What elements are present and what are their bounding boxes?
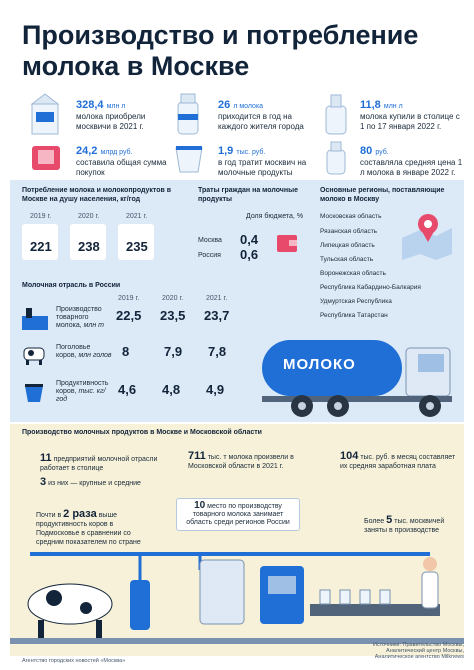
truck-label: МОЛОКО: [283, 356, 356, 373]
yogurt-icon: [172, 142, 206, 174]
region-item: Республика Татарстан: [320, 312, 388, 319]
callout-text: предприятий молочной отрасли работает в столице: [40, 456, 158, 472]
year-label: 2019 г.: [30, 213, 52, 220]
industry-value: 4,6: [118, 382, 137, 397]
industry-row-label: [56, 306, 112, 330]
callout-unit: тыс. руб.: [360, 454, 390, 461]
stat-text: составила общая сумма покупок: [76, 158, 167, 177]
stat-unit: млн л: [106, 103, 126, 110]
stat-text: приходится в год на каждого жителя города: [218, 112, 304, 131]
stat-text: составляла средняя цена 1 л молока в январе 2022 г.: [360, 158, 463, 177]
callout-value: 11: [40, 452, 52, 464]
row-unit: тыс. кг/год: [56, 388, 106, 403]
price-bottle-icon: [322, 140, 350, 176]
source-line: Аналитическое агентство Milknews: [374, 654, 464, 660]
stat-total-sum: [76, 146, 168, 178]
stat-unit: млрд руб.: [100, 149, 133, 156]
callout-value: 2 раза: [63, 508, 97, 520]
source-line: Источники: Правительство Москвы,: [372, 642, 464, 648]
callout-pre: Почти в: [36, 512, 62, 519]
production-title: Производство молочных продуктов в Москве и Московской области: [22, 429, 262, 436]
stat-purchases-volume: [76, 100, 168, 132]
row-unit: млн голов: [78, 352, 112, 359]
industry-title: Молочная отрасль в России: [22, 282, 121, 289]
map-pin-icon: [396, 208, 458, 264]
callout-value: 711: [188, 450, 206, 462]
industry-value: 22,5: [116, 308, 142, 323]
spending-header: Доля бюджета, %: [246, 213, 304, 220]
milk-carton-icon: [26, 92, 64, 136]
stat-unit: тыс. руб.: [236, 149, 266, 156]
region-item: Республика Кабардино-Балкария: [320, 284, 421, 291]
callout-rank: [176, 498, 300, 531]
stat-value: 80: [360, 145, 373, 157]
stat-avg-price: [360, 146, 464, 178]
milk-truck-icon: [258, 330, 460, 420]
wallet-icon: [276, 232, 300, 254]
callout-employees: [364, 516, 460, 535]
callout-unit: тыс.: [394, 518, 408, 525]
stat-text: молока приобрели москвичи в 2021 г.: [76, 112, 146, 131]
industry-value: 7,9: [164, 344, 183, 359]
callout-text: выше продуктивность коров в Подмосковье в сравнении со средним показателем по стране: [36, 512, 141, 546]
industry-value: 23,7: [204, 308, 230, 323]
callout-salary: [340, 452, 460, 471]
footer-agency: Агентство городских новостей «Москва»: [22, 658, 126, 664]
industry-value: 4,9: [206, 382, 225, 397]
spending-value: 0,4: [240, 232, 259, 247]
callout-value: 104: [340, 450, 359, 462]
callout-pre: Более: [364, 518, 385, 525]
industry-value: 8: [122, 344, 130, 359]
spending-label: Москва: [198, 237, 222, 244]
spending-title: Траты граждан на молочные продукты: [198, 187, 298, 203]
row-label: Поголовье коров,: [56, 344, 91, 359]
callout-value: 3: [40, 476, 47, 488]
year-label: 2020 г.: [162, 295, 184, 302]
industry-row-label: [56, 344, 112, 360]
industry-value: 4,8: [162, 382, 181, 397]
bucket-icon: [22, 380, 46, 404]
wallet-icon: [30, 142, 64, 174]
region-item: Воронежская область: [320, 270, 386, 277]
footer-source: [330, 642, 464, 660]
region-item: Рязанская область: [320, 228, 378, 235]
consumption-value: 238: [78, 239, 100, 254]
factory-icon: [20, 306, 50, 332]
stat-value: 26: [218, 99, 231, 111]
callout-value: 5: [386, 514, 393, 526]
region-item: Липецкая область: [320, 242, 375, 249]
dairy-factory-illustration: [10, 540, 464, 644]
row-label: Производство товарного молока,: [56, 306, 102, 329]
stat-unit: руб.: [375, 149, 389, 156]
stat-unit: млн л: [383, 103, 403, 110]
stat-value: 24,2: [76, 145, 98, 157]
region-item: Московская область: [320, 213, 382, 220]
regions-title: Основные регионы, поставляющие молоко в Москву: [320, 187, 445, 203]
callout-enterprises: [40, 454, 158, 473]
year-label: 2021 г.: [206, 295, 228, 302]
callout-text: в месяц составляет их средняя заработная плата: [340, 454, 456, 470]
callout-large: [40, 478, 158, 488]
stat-per-capita: [218, 100, 314, 132]
consumption-value: 235: [126, 239, 148, 254]
industry-value: 7,8: [208, 344, 227, 359]
cow-icon: [20, 344, 50, 366]
stat-text: в год тратит москвич на молочные продукты: [218, 158, 307, 177]
region-item: Тульская область: [320, 256, 374, 263]
callout-value: 10: [194, 500, 206, 511]
callout-unit: тыс. т: [207, 454, 227, 461]
stat-value: 328,4: [76, 99, 104, 111]
spending-label: Россия: [198, 252, 221, 259]
callout-text: из них — крупные и средние: [48, 480, 141, 487]
stat-value: 11,8: [360, 99, 381, 111]
row-label: Продуктивность коров,: [56, 380, 109, 395]
stat-yearly-spending: [218, 146, 314, 178]
source-line: Аналитический центр Москвы,: [386, 648, 464, 654]
callout-produced: [188, 452, 298, 471]
callout-text: место по производству товарного молока занимает область среди регионов России: [186, 503, 290, 526]
consumption-value: 221: [30, 239, 52, 254]
stat-january-volume: [360, 100, 464, 132]
region-item: Удмуртская Республика: [320, 298, 392, 305]
consumption-title: Потребление молока и молокопродуктов в Москве на душу населения, кг/год: [22, 187, 172, 203]
milk-bottle-icon: [322, 92, 350, 136]
year-label: 2021 г.: [126, 213, 148, 220]
industry-value: 23,5: [160, 308, 186, 323]
year-label: 2020 г.: [78, 213, 100, 220]
page-title: Производство и потребление молока в Москве: [22, 20, 419, 81]
row-unit: млн т: [83, 322, 104, 329]
callout-text: молока произвели в Московской области в 2021 г.: [188, 454, 294, 470]
spending-value: 0,6: [240, 247, 259, 262]
milk-can-icon: [170, 88, 206, 136]
stat-unit: л молока: [233, 103, 264, 110]
callout-text: москвичей заняты в производстве: [364, 518, 445, 534]
stat-text: молока купили в столице с 1 по 17 января 2022 г.: [360, 112, 460, 131]
industry-row-label: [56, 380, 112, 404]
year-label: 2019 г.: [118, 295, 140, 302]
stat-value: 1,9: [218, 145, 234, 157]
